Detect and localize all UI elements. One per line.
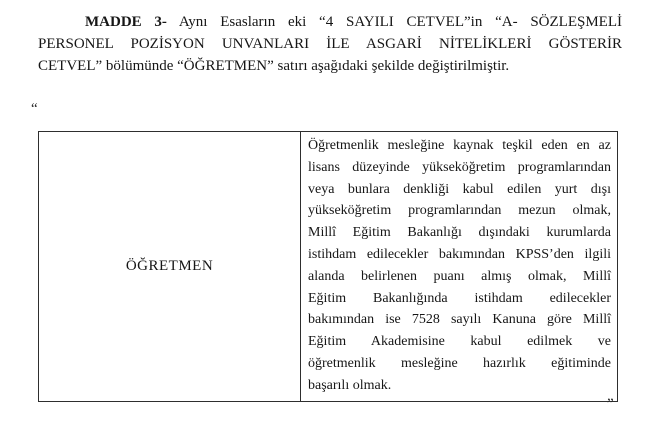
closing-quote-mark: ” (607, 396, 614, 412)
amendment-paragraph (38, 11, 622, 77)
table-row (39, 132, 618, 402)
qualifications-cell (301, 132, 618, 402)
qualification-line: istihdam edilecekler bakımından KPSS’den ilgili (308, 246, 611, 262)
qualification-line-last: başarılı olmak. (308, 377, 392, 393)
paragraph-line-3: CETVEL” bölümünde “ÖĞRETMEN” satırı aşağıdaki şekilde değiştirilmiştir. (38, 58, 510, 74)
qualification-line: yükseköğretim programlarından mezun olmak, (308, 203, 611, 219)
qualification-line: Eğitim Akademisine kabul edilmek ve (308, 334, 611, 350)
qualification-line: Öğretmenlik mesleğine kaynak teşkil eden en az (308, 138, 611, 153)
qualification-line: veya bunlara denkliği kabul edilen yurt dışı (308, 181, 611, 197)
paragraph-line-1 (38, 11, 622, 33)
qualification-line: Eğitim Bakanlığında istihdam edilecekler (308, 290, 611, 306)
paragraph-line-2: PERSONEL POZİSYON UNVANLARI İLE ASGARİ NİTELİKLERİ GÖSTERİR (38, 36, 622, 52)
qualification-line: alanda belirlenen puanı almış olmak, Millî (308, 268, 611, 284)
article-number: MADDE 3- (85, 14, 167, 30)
opening-quote-mark: “ (31, 101, 38, 117)
qualification-line: Millî Eğitim Bakanlığı dışındaki kurumlarda (308, 225, 611, 241)
position-title-cell (39, 132, 301, 402)
qualification-line: lisans düzeyinde yükseköğretim programlarından (308, 159, 611, 175)
paragraph-line-1-text: Aynı Esasların eki “4 SAYILI CETVEL”in “A- SÖZLEŞMELİ (166, 14, 622, 30)
ogretmen-schedule-table (38, 131, 618, 402)
position-title: ÖĞRETMEN (125, 258, 214, 274)
qualification-line: öğretmenlik mesleğine hazırlık eğitiminde (308, 355, 611, 371)
qualification-line: bakımından ise 7528 sayılı Kanuna göre Millî (308, 312, 611, 328)
